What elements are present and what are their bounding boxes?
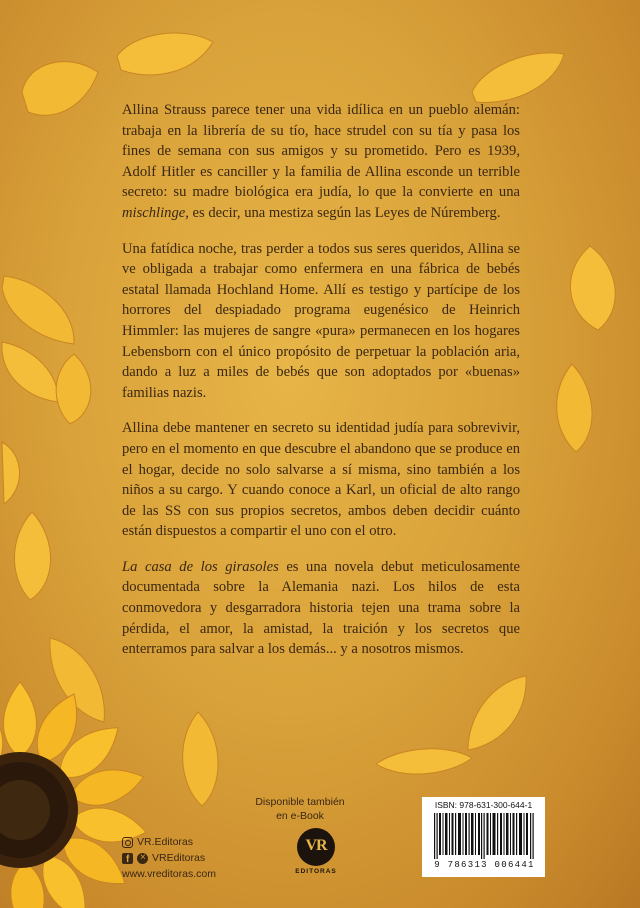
blurb-text	[122, 100, 520, 675]
petal-bottom-right	[374, 742, 474, 782]
barcode-bars	[432, 813, 536, 859]
publisher-name: EDITORAS	[295, 868, 337, 875]
instagram-icon	[122, 837, 133, 848]
petal-right-3	[460, 672, 530, 752]
instagram-handle: VR.Editoras	[137, 836, 194, 848]
facebook-x-row[interactable]	[122, 850, 216, 866]
barcode-digits: 9 786313 006441	[434, 860, 535, 870]
facebook-icon	[122, 853, 133, 864]
petal-left-5	[4, 510, 60, 602]
publisher-mark: VR	[297, 828, 335, 866]
facebook-x-handle: VREditoras	[152, 852, 206, 864]
social-links	[122, 834, 216, 882]
barcode-box	[422, 797, 545, 877]
petal-left-4	[0, 440, 28, 506]
x-icon	[137, 853, 148, 864]
petal-left-3	[44, 352, 100, 426]
petal-top-center	[115, 26, 215, 82]
petal-left-1	[0, 270, 80, 348]
blurb-paragraph-2: Una fatídica noche, tras perder a todos sus seres queridos, Allina se ve obligada a trabajar como enfermera en una fábrica de bebés estatal llamada Hochland Home. Allí es testigo y partícipe de los horrores del despiadado programa eugenésico de Heinrich Himmler: las mujeres de sangre «pura» permanecen en los hogares Lebensborn con el único propósito de perpetuar la población aria, dando a luz a miles de bebés que son adoptados por «buenas» familias nazis.	[122, 240, 520, 401]
petal-bottom-center	[172, 710, 228, 808]
ebook-line-2: en e-Book	[276, 810, 324, 822]
blurb-paragraph-1: Allina Strauss parece tener una vida idílica en un pueblo alemán: trabaja en la librería de su tío, hace strudel con su tía y pasa los fines de semana con sus amigos y su prometido. Pero es 1939, Adolf Hitler es canciller y la familia de Allina esconde un terrible secreto: su madre biológica era judía, lo que la convierte en una mischlinge, es decir, una mestiza según las Leyes de Núremberg.	[122, 102, 520, 221]
isbn-label: ISBN: 978-631-300-644-1	[434, 800, 533, 810]
website-row[interactable]	[122, 866, 216, 882]
petal-top-right	[470, 48, 566, 106]
instagram-row[interactable]	[122, 834, 216, 850]
petal-right-2	[548, 362, 600, 454]
blurb-paragraph-4: La casa de los girasoles es una novela debut meticulosamente documentada sobre la Alemania nazi. Los hilos de esta conmovedora y desgarradora historia tejen una trama sobre la pérdida, el amor, la amistad, la traición y los secretos que enterramos para salvar a los demás... y a nosotros mismos.	[122, 558, 521, 658]
blurb-paragraph-3: Allina debe mantener en secreto su identidad judía para sobrevivir, pero en el momento en que descubre el abandono que se produce en el hogar, decide no solo salvarse a sí misma, sino también a los niños a su cargo. Y cuando conoce a Karl, un oficial de alto rango de las SS con sus propios secretos, ambos deben decidir cuánto están dispuestos a compartir el uno con el otro.	[122, 420, 520, 540]
ebook-line-1: Disponible también	[255, 796, 345, 808]
ebook-availability	[242, 795, 358, 823]
website-link[interactable]: www.vreditoras.com	[122, 868, 216, 880]
petal-right-1	[552, 244, 626, 332]
petal-top-left	[18, 52, 102, 122]
publisher-logo	[291, 828, 341, 875]
